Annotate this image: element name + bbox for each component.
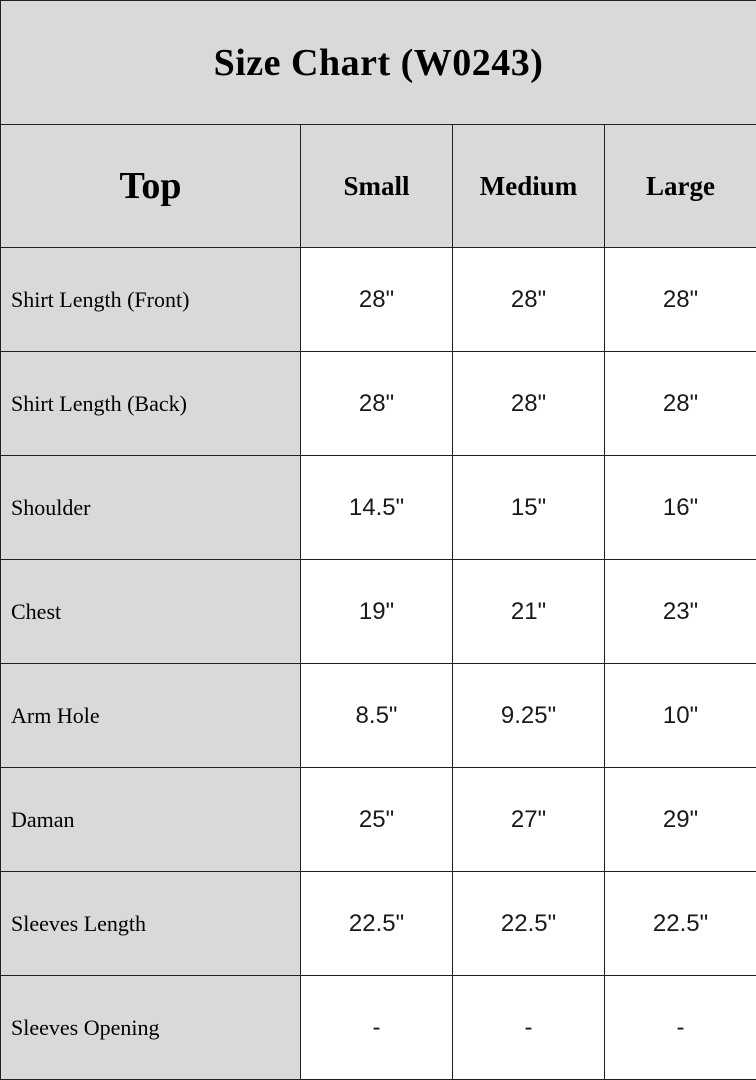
row-value-medium: 15": [453, 456, 605, 560]
row-value-small: 28": [301, 352, 453, 456]
row-label: Arm Hole: [1, 664, 301, 768]
header-category-label: Top: [1, 125, 301, 248]
row-value-small: 8.5": [301, 664, 453, 768]
table-row: [1, 352, 756, 456]
row-label: Sleeves Opening: [1, 976, 301, 1080]
row-value-large: 28": [605, 248, 756, 352]
table-row: [1, 976, 756, 1080]
row-value-large: 29": [605, 768, 756, 872]
row-value-medium: 28": [453, 248, 605, 352]
row-value-medium: -: [453, 976, 605, 1080]
row-value-small: -: [301, 976, 453, 1080]
row-value-large: 22.5": [605, 872, 756, 976]
row-value-small: 14.5": [301, 456, 453, 560]
row-value-medium: 22.5": [453, 872, 605, 976]
table-row: [1, 456, 756, 560]
title-row: [1, 1, 756, 125]
table-row: [1, 768, 756, 872]
row-label: Sleeves Length: [1, 872, 301, 976]
row-value-small: 28": [301, 248, 453, 352]
header-size-medium: Medium: [453, 125, 605, 248]
row-value-large: 28": [605, 352, 756, 456]
row-value-medium: 27": [453, 768, 605, 872]
row-value-large: 16": [605, 456, 756, 560]
header-size-small: Small: [301, 125, 453, 248]
row-label: Chest: [1, 560, 301, 664]
row-value-small: 25": [301, 768, 453, 872]
column-header-row: [1, 125, 756, 248]
header-size-large: Large: [605, 125, 756, 248]
row-label: Shoulder: [1, 456, 301, 560]
page-title: Size Chart (W0243): [1, 1, 756, 125]
table-row: [1, 560, 756, 664]
table-row: [1, 872, 756, 976]
row-value-small: 22.5": [301, 872, 453, 976]
row-label: Shirt Length (Front): [1, 248, 301, 352]
row-value-medium: 21": [453, 560, 605, 664]
row-value-large: -: [605, 976, 756, 1080]
row-value-large: 10": [605, 664, 756, 768]
table-row: [1, 664, 756, 768]
row-value-large: 23": [605, 560, 756, 664]
row-label: Daman: [1, 768, 301, 872]
row-value-small: 19": [301, 560, 453, 664]
table-row: [1, 248, 756, 352]
row-value-medium: 9.25": [453, 664, 605, 768]
row-label: Shirt Length (Back): [1, 352, 301, 456]
row-value-medium: 28": [453, 352, 605, 456]
